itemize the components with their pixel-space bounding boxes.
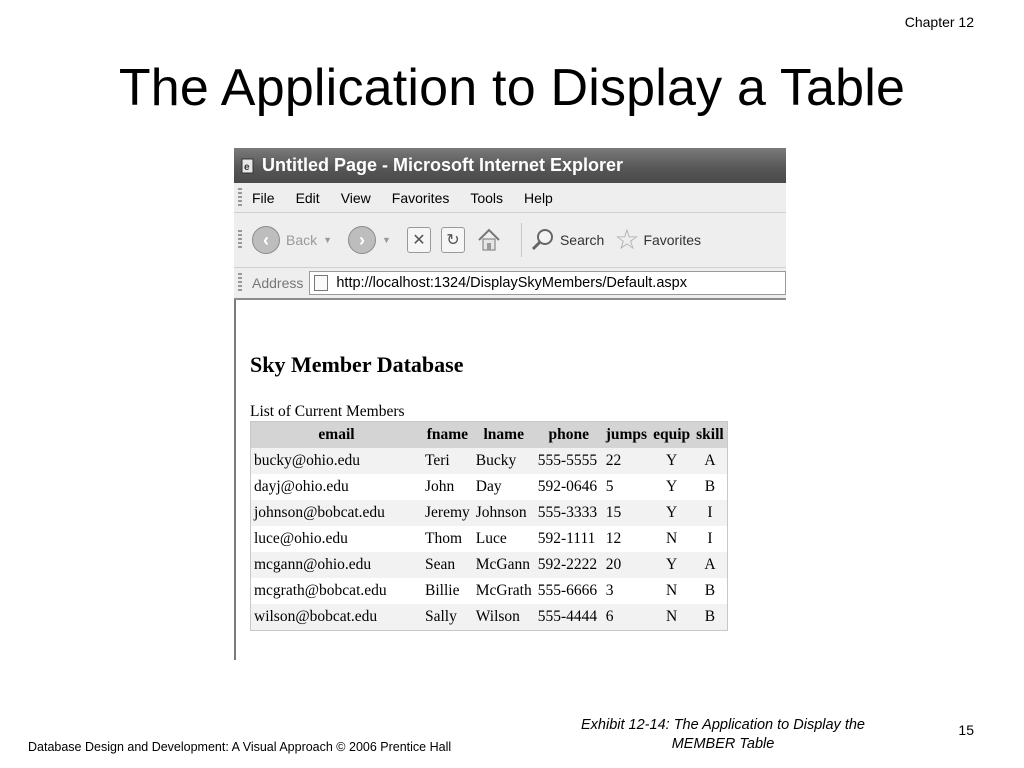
cell-phone: 592-0646 (537, 478, 598, 495)
browser-titlebar[interactable] (234, 148, 786, 183)
menu-help[interactable]: Help (524, 189, 553, 206)
slide-title: The Application to Display a Table (118, 59, 906, 117)
table-row (251, 474, 728, 500)
browser-window (234, 148, 786, 660)
cell-lname: McGrath (475, 582, 532, 599)
column-header: phone (535, 422, 603, 449)
page-content (234, 300, 786, 660)
cell-equip: N (666, 582, 678, 599)
cell-equip: Y (650, 500, 693, 526)
members-table (250, 421, 728, 631)
svg-text:e: e (244, 161, 250, 173)
cell-fname: Thom (425, 530, 463, 547)
cell-jumps: 3 (605, 582, 614, 599)
cell-phone: 592-2222 (535, 552, 603, 578)
cell-equip: Y (650, 552, 693, 578)
cell-email: wilson@bobcat.edu (251, 604, 423, 631)
cell-lname: Johnson (473, 500, 535, 526)
page-number: 15 (958, 722, 974, 738)
cell-lname: Bucky (473, 448, 535, 474)
cell-skill: B (704, 478, 716, 495)
cell-equip: Y (650, 448, 693, 474)
ie-page-icon (240, 158, 256, 174)
back-label: Back (286, 232, 318, 248)
column-header: equip (650, 422, 693, 449)
favorites-label: Favorites (643, 232, 702, 248)
cell-jumps: 22 (603, 448, 650, 474)
column-header: fname (422, 422, 473, 449)
cell-lname: McGann (473, 552, 535, 578)
cell-jumps: 6 (603, 604, 650, 631)
toolbar-grip[interactable] (238, 230, 242, 250)
column-header: lname (473, 422, 535, 449)
cell-email: dayj@ohio.edu (254, 478, 349, 495)
cell-phone: 555-6666 (537, 582, 598, 599)
table-row (251, 448, 728, 474)
table-row (251, 526, 728, 552)
menu-edit[interactable]: Edit (295, 189, 320, 206)
table-row (251, 500, 728, 526)
chevron-down-icon[interactable]: ▼ (382, 235, 391, 245)
cell-phone: 555-3333 (535, 500, 603, 526)
cell-email: mcgann@ohio.edu (251, 552, 423, 578)
slide-footer: Database Design and Development: A Visual Approach © 2006 Prentice Hall (28, 740, 452, 754)
cell-fname: Teri (422, 448, 473, 474)
address-url: http://localhost:1324/DisplaySkyMembers/Default.aspx (336, 275, 687, 291)
home-button[interactable] (475, 226, 503, 254)
menu-bar (234, 183, 786, 213)
cell-skill: I (707, 530, 713, 547)
column-header: skill (693, 422, 727, 449)
table-header-row (251, 422, 728, 449)
cell-skill: A (693, 448, 727, 474)
stop-button[interactable] (407, 227, 431, 253)
cell-jumps: 15 (603, 500, 650, 526)
stop-icon: ✕ (407, 227, 431, 253)
cell-phone: 592-1111 (537, 530, 596, 547)
column-header: email (251, 422, 423, 449)
page-heading: Sky Member Database (250, 352, 464, 377)
cell-lname: Luce (475, 530, 507, 547)
forward-icon: › (348, 226, 376, 254)
cell-phone: 555-4444 (535, 604, 603, 631)
cell-jumps: 20 (603, 552, 650, 578)
chevron-down-icon[interactable]: ▼ (323, 235, 333, 245)
favorites-button[interactable] (614, 226, 701, 254)
back-button[interactable] (252, 226, 338, 254)
cell-fname: Jeremy (422, 500, 473, 526)
page-icon (314, 275, 328, 291)
address-label: Address (252, 275, 304, 291)
address-input[interactable] (309, 271, 786, 295)
table-row (251, 604, 728, 631)
refresh-button[interactable] (441, 227, 465, 253)
back-icon: ‹ (252, 226, 280, 254)
cell-fname: Sean (422, 552, 473, 578)
cell-phone: 555-5555 (535, 448, 603, 474)
cell-skill: B (693, 604, 727, 631)
home-icon (475, 226, 503, 254)
cell-jumps: 12 (605, 530, 622, 547)
cell-jumps: 5 (605, 478, 614, 495)
favorites-star-icon: ☆ (614, 224, 640, 255)
cell-fname: Sally (422, 604, 473, 631)
cell-equip: N (666, 530, 678, 547)
menu-tools[interactable]: Tools (470, 189, 504, 206)
table-caption: List of Current Members (250, 403, 405, 420)
cell-email: bucky@ohio.edu (251, 448, 423, 474)
cell-equip: Y (666, 478, 678, 495)
exhibit-caption: Exhibit 12-14: The Application to Display the MEMBER Table (581, 717, 865, 752)
table-row (251, 578, 728, 604)
cell-equip: N (650, 604, 693, 631)
window-title: Untitled Page - Microsoft Internet Explorer (262, 155, 624, 175)
cell-skill: I (693, 500, 727, 526)
toolbar-grip[interactable] (238, 188, 242, 208)
cell-fname: Billie (425, 582, 460, 599)
cell-email: luce@ohio.edu (254, 530, 348, 547)
cell-fname: John (425, 478, 455, 495)
cell-email: johnson@bobcat.edu (251, 500, 423, 526)
chapter-label: Chapter 12 (904, 14, 974, 30)
forward-button[interactable] (348, 226, 397, 254)
search-icon (530, 227, 556, 253)
menu-file[interactable]: File (252, 189, 275, 206)
cell-skill: B (704, 582, 716, 599)
search-label: Search (559, 232, 605, 248)
cell-skill: A (693, 552, 727, 578)
column-header: jumps (603, 422, 650, 449)
standard-toolbar (234, 213, 786, 268)
table-row (251, 552, 728, 578)
search-button[interactable] (530, 227, 604, 253)
cell-lname: Day (475, 478, 502, 495)
cell-email: mcgrath@bobcat.edu (254, 582, 387, 599)
refresh-icon: ↻ (441, 227, 465, 253)
address-bar (234, 268, 786, 300)
toolbar-separator (521, 223, 522, 257)
menu-favorites[interactable]: Favorites (391, 189, 450, 206)
menu-view[interactable]: View (340, 189, 371, 206)
cell-lname: Wilson (473, 604, 535, 631)
toolbar-grip[interactable] (238, 273, 242, 293)
